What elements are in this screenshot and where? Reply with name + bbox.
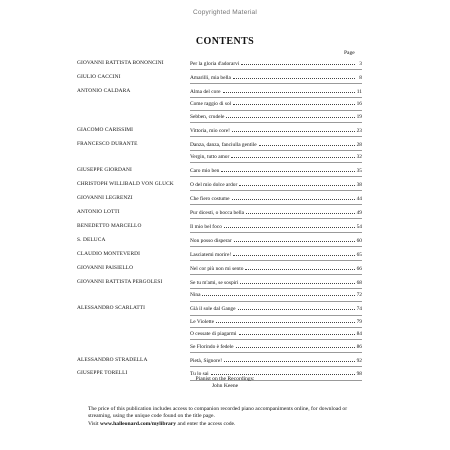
row-divider xyxy=(190,274,362,275)
toc-row xyxy=(77,87,362,99)
song-title: Le Violette xyxy=(190,318,214,325)
row-divider xyxy=(190,301,362,302)
page-number: 19 xyxy=(356,113,362,120)
toc-row xyxy=(77,73,362,85)
dot-leader xyxy=(211,370,355,375)
song-title: Pur dicesti, o bocca bella xyxy=(190,210,245,217)
toc-row xyxy=(77,99,362,111)
page-number: 60 xyxy=(356,238,362,245)
composer-name: CLAUDIO MONTEVERDI xyxy=(77,251,141,257)
toc-entry xyxy=(190,113,362,120)
song-title: Se Florindo è fedele xyxy=(190,343,234,350)
dot-leader xyxy=(233,100,355,105)
toc-entry xyxy=(190,60,362,67)
row-divider xyxy=(190,150,362,151)
toc-row xyxy=(77,59,362,71)
page-number: 28 xyxy=(356,141,362,148)
toc-row xyxy=(77,236,362,248)
toc-entry xyxy=(190,330,362,337)
row-divider xyxy=(190,176,362,177)
row-divider xyxy=(190,232,362,233)
dot-leader xyxy=(216,318,355,323)
row-divider xyxy=(190,339,362,340)
dot-leader xyxy=(233,251,355,256)
composer-name: GIULIO CACCINI xyxy=(77,73,121,80)
toc-row xyxy=(77,112,362,124)
composer-name: GIOVANNI BATTISTA BONONCINI xyxy=(77,60,164,66)
visit-suffix: and enter the access code. xyxy=(176,421,236,428)
page-number: 44 xyxy=(356,196,362,203)
toc-entry xyxy=(190,141,362,148)
row-divider xyxy=(190,315,362,316)
toc-row xyxy=(77,264,362,276)
dot-leader xyxy=(238,305,355,310)
song-title: O cessate di piagarmi xyxy=(190,331,237,338)
dot-leader xyxy=(221,167,355,172)
dot-leader xyxy=(226,113,355,118)
page-number: 68 xyxy=(356,279,362,286)
page-number: 74 xyxy=(356,306,362,313)
page-number: 98 xyxy=(356,371,362,378)
page-number: 35 xyxy=(356,168,362,175)
toc-row xyxy=(77,342,362,354)
toc-row xyxy=(77,140,362,152)
toc-entry xyxy=(190,167,362,174)
row-divider xyxy=(190,122,362,123)
song-title: Come raggio di sol xyxy=(190,101,232,108)
dot-leader xyxy=(233,74,355,79)
toc-row xyxy=(77,290,362,302)
composer-name: GIUSEPPE TORELLI xyxy=(77,370,128,377)
dot-leader xyxy=(239,181,355,186)
page-number: 3 xyxy=(359,61,362,67)
page-number: 49 xyxy=(356,210,362,217)
pianist-credit xyxy=(0,376,450,390)
song-title: Per la gloria d'adorarvi xyxy=(190,61,240,67)
song-title: Caro mio ben xyxy=(190,168,220,175)
song-title: Sebben, crudele xyxy=(190,113,225,120)
toc-entry xyxy=(190,100,362,107)
row-divider xyxy=(190,260,362,261)
composer-name: GIOVANNI LEGRENZI xyxy=(77,195,133,202)
page-number: 32 xyxy=(356,154,362,161)
toc-row xyxy=(77,194,362,206)
row-divider xyxy=(190,204,362,205)
toc-row xyxy=(77,222,362,234)
song-title: O del mio dolce ardor xyxy=(190,182,238,189)
dot-leader xyxy=(224,223,355,228)
dot-leader xyxy=(232,127,355,132)
page-number: 54 xyxy=(356,224,362,231)
song-title: Alma del core xyxy=(190,88,221,95)
dot-leader xyxy=(234,237,355,242)
toc-row xyxy=(77,208,362,220)
toc-entry xyxy=(190,265,362,272)
dot-leader xyxy=(232,195,355,200)
row-divider xyxy=(190,246,362,247)
dot-leader xyxy=(202,291,355,296)
row-divider xyxy=(190,110,362,111)
row-divider xyxy=(190,327,362,328)
toc-entry xyxy=(190,195,362,202)
dot-leader xyxy=(245,265,355,270)
row-divider xyxy=(190,97,362,98)
toc-row xyxy=(77,126,362,138)
song-title: Vittoria, mio core! xyxy=(190,127,230,134)
song-title: Già il sole dal Gange xyxy=(190,306,236,313)
page-number: 66 xyxy=(356,265,362,272)
dot-leader xyxy=(240,279,355,284)
toc-entry xyxy=(190,223,362,230)
toc-row xyxy=(77,250,362,262)
dot-leader xyxy=(224,357,355,362)
toc-row xyxy=(77,304,362,316)
dot-leader xyxy=(236,343,355,348)
dot-leader xyxy=(239,330,355,335)
page-title: CONTENTS xyxy=(195,36,255,47)
toc-entry xyxy=(190,181,362,188)
row-divider xyxy=(190,366,362,367)
toc-row xyxy=(77,356,362,368)
visit-prefix: Visit xyxy=(88,421,100,428)
toc-entry xyxy=(190,251,362,258)
composer-name: GIACOMO CARISSIMI xyxy=(77,126,134,133)
toc-entry xyxy=(190,291,362,298)
toc-entry xyxy=(190,305,362,312)
row-divider xyxy=(190,136,362,137)
song-title: Non posso disperar xyxy=(190,238,232,245)
composer-name: GIUSEPPE GIORDANI xyxy=(77,167,132,174)
song-title: Se tu m'ami, se sospiri xyxy=(190,279,239,286)
row-divider xyxy=(190,288,362,289)
toc-entry xyxy=(190,127,362,134)
page-number: 86 xyxy=(356,343,362,350)
toc-row xyxy=(77,152,362,164)
row-divider xyxy=(190,218,362,219)
toc-entry xyxy=(190,88,362,95)
composer-name: FRANCESCO DURANTE xyxy=(77,140,138,147)
song-title: Tu lo sai xyxy=(190,371,209,378)
song-title: Danza, danza, fanciulla gentile xyxy=(190,141,257,148)
pianist-label: Pianist on the Recordings: xyxy=(195,376,255,382)
song-title: Pietà, Signore! xyxy=(190,357,223,364)
song-title: Amarilli, mia bella xyxy=(190,74,231,81)
toc-row xyxy=(77,329,362,341)
toc-entry xyxy=(190,357,362,364)
toc-entry xyxy=(190,153,362,160)
toc-row xyxy=(77,166,362,178)
toc-entry xyxy=(190,237,362,244)
page-number: 84 xyxy=(356,331,362,338)
composer-name: GIOVANNI BATTISTA PERGOLESI xyxy=(77,278,163,285)
page-number: 65 xyxy=(356,252,362,258)
toc-entry xyxy=(190,279,362,286)
page-number: 79 xyxy=(356,318,362,325)
table-of-contents xyxy=(77,59,362,382)
song-title: Nel cor più non mi sento xyxy=(190,265,244,272)
composer-name: GIOVANNI PAISIELLO xyxy=(77,264,134,271)
toc-row xyxy=(77,317,362,329)
song-title: Nina xyxy=(190,292,201,299)
access-note-visit xyxy=(88,421,366,428)
library-url[interactable]: www.halleonard.com/mylibrary xyxy=(99,421,177,428)
row-divider xyxy=(190,69,362,70)
composer-name: S. DELUCA xyxy=(77,237,106,244)
song-title: Vergin, tutto amor xyxy=(190,154,230,161)
dot-leader xyxy=(231,153,355,158)
row-divider xyxy=(190,162,362,163)
page-number: 38 xyxy=(356,182,362,189)
song-title: Il mio bel foco xyxy=(190,224,222,231)
toc-entry xyxy=(190,318,362,325)
row-divider xyxy=(190,352,362,353)
page-number: 11 xyxy=(356,88,362,95)
toc-row xyxy=(77,278,362,290)
toc-entry xyxy=(190,343,362,350)
composer-name: ANTONIO CALDARA xyxy=(77,87,131,94)
toc-entry xyxy=(190,74,362,81)
composer-name: CHRISTOPH WILLIBALD VON GLUCK xyxy=(77,181,174,188)
page-number: 72 xyxy=(356,292,362,299)
page-number: 16 xyxy=(356,101,362,108)
song-title: Che fiero costume xyxy=(190,196,230,203)
song-title: Lasciatemi morire! xyxy=(190,252,232,258)
row-divider xyxy=(190,190,362,191)
composer-name: BENEDETTO MARCELLO xyxy=(77,223,142,230)
page-number: 23 xyxy=(356,127,362,134)
access-note-text: The price of this publication includes access to companion recorded piano accompaniments online, for download or streaming, using the unique code found on the title page. xyxy=(88,406,348,420)
page-number: 8 xyxy=(359,74,362,81)
access-note xyxy=(88,406,366,429)
composer-name: ANTONIO LOTTI xyxy=(77,209,120,216)
dot-leader xyxy=(223,88,355,93)
dot-leader xyxy=(259,141,355,146)
page-column-label: Page xyxy=(344,50,355,56)
composer-name: ALESSANDRO STRADELLA xyxy=(77,356,148,363)
copyright-header: Copyrighted Material xyxy=(193,9,257,16)
pianist-name: John Keene xyxy=(211,383,239,389)
toc-entry xyxy=(190,209,362,216)
dot-leader xyxy=(241,60,355,65)
row-divider xyxy=(190,83,362,84)
page-number: 92 xyxy=(356,357,362,364)
dot-leader xyxy=(246,209,355,214)
composer-name: ALESSANDRO SCARLATTI xyxy=(77,305,146,312)
toc-row xyxy=(77,180,362,192)
